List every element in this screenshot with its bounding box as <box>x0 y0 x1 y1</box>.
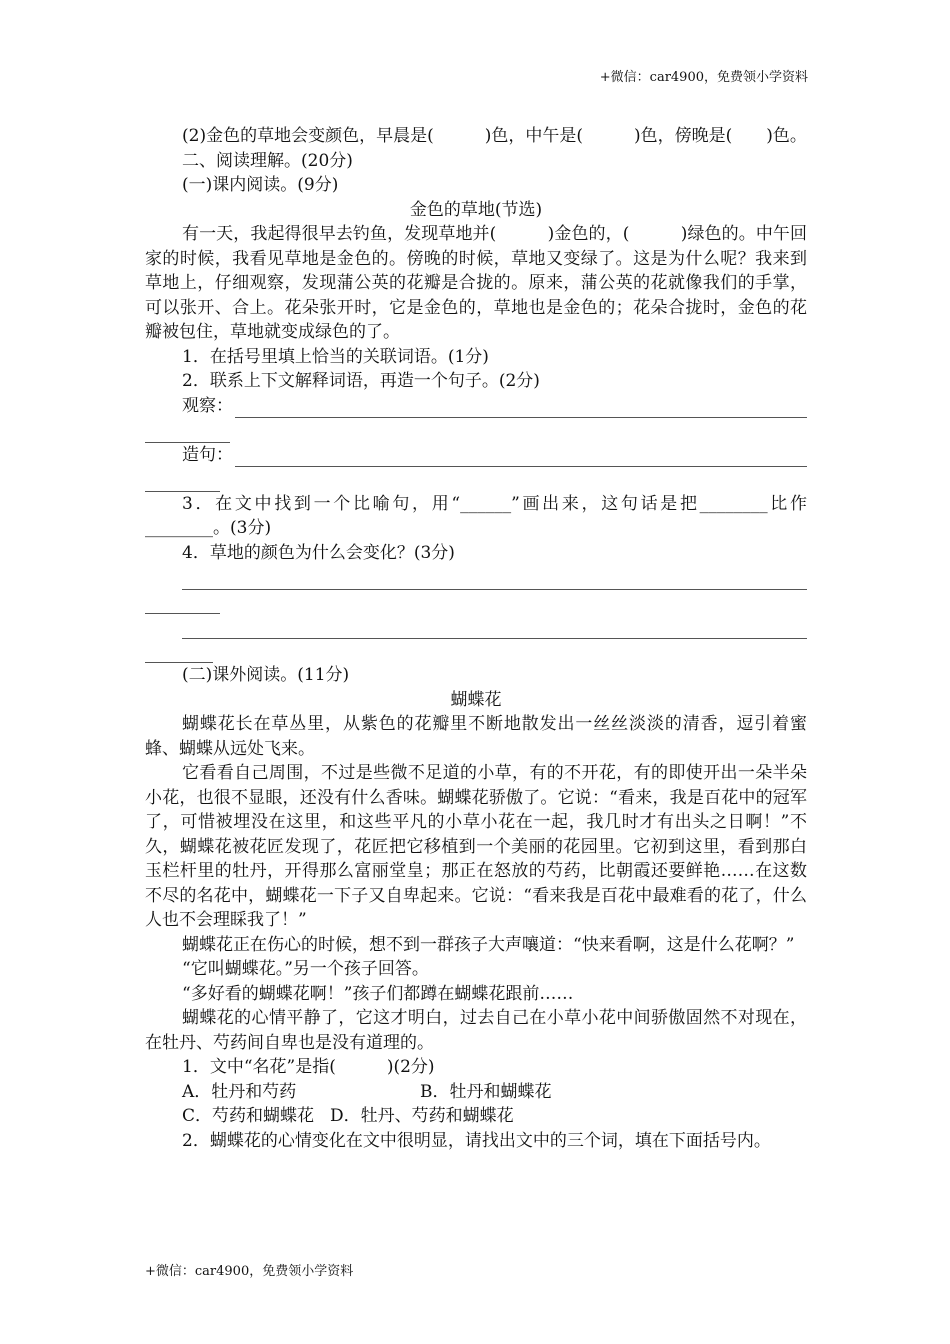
q4-answer-row-2b <box>145 639 807 664</box>
q4-answer-row-2 <box>145 614 807 639</box>
header-note: +微信：car4900，免费领小学资料 <box>599 70 808 85</box>
passage-2-paragraph-5: “多好看的蝴蝶花啊！”孩子们都蹲在蝴蝶花跟前…… <box>182 983 574 1004</box>
observe-answer-line[interactable] <box>235 401 807 418</box>
passage-1-title: 金色的草地(节选) <box>409 199 543 220</box>
sentence-answer-row-2 <box>145 467 807 492</box>
part1-question-2: 2．联系上下文解释词语，再造一个句子。(2分) <box>182 371 540 391</box>
sentence-answer-line[interactable] <box>235 450 807 467</box>
observe-answer-row-2 <box>145 418 807 443</box>
option-b[interactable]: B．牡丹和蝴蝶花 <box>420 1081 552 1102</box>
sentence-label: 造句： <box>182 444 233 465</box>
q4-answer-row-1 <box>145 565 807 590</box>
options-row-1 <box>145 1080 807 1105</box>
part-2-title: (二)课外阅读。(11分) <box>182 665 350 685</box>
passage-2-paragraph-1: 蝴蝶花长在草丛里，从紫色的花瓣里不断地散发出一丝丝淡淡的清香，逗引着蜜蜂、蝴蝶从远处飞来。 <box>145 714 807 759</box>
question-2-color-change: (2)金色的草地会变颜色，早晨是( )色，中午是( )色，傍晚是( )色。 <box>182 126 807 146</box>
part-1-title: (一)课内阅读。(9分) <box>182 175 339 195</box>
passage-1-text: 有一天，我起得很早去钓鱼，发现草地并( )金色的，( )绿色的。中午回家的时候，我看见草地是金色的。傍晚的时候，草地又变绿了。这是为什么呢？我来到草地上，仔细观察，发现蒲公英的花瓣是合拢的。原来，蒲公英的花就像我们的手掌，可以张开、合上。花朵张开时，它是金色的，草地也是金色的；花朵合拢时，金色的花瓣被包住，草地就变成绿色的了。 <box>145 224 807 342</box>
worksheet-content <box>145 124 807 1153</box>
passage-2-title: 蝴蝶花 <box>450 689 502 710</box>
option-a[interactable]: A．牡丹和芍药 <box>182 1081 297 1102</box>
q4-answer-line-1[interactable] <box>182 573 807 590</box>
part1-question-1: 1．在括号里填上恰当的关联词语。(1分) <box>182 346 489 367</box>
passage-2-paragraph-3: 蝴蝶花正在伤心的时候，想不到一群孩子大声嚷道：“快来看啊，这是什么花啊？” <box>182 934 795 955</box>
part2-question-1: 1．文中“名花”是指( )(2分) <box>182 1057 435 1077</box>
footer-note: +微信：car4900，免费领小学资料 <box>145 1264 354 1279</box>
observe-answer-row <box>145 394 807 419</box>
option-c[interactable]: C．芍药和蝴蝶花 <box>182 1106 315 1126</box>
sentence-answer-line-2[interactable] <box>145 475 220 492</box>
options-row-2 <box>145 1104 807 1129</box>
observe-label: 观察： <box>182 395 233 416</box>
q4-answer-line-2[interactable] <box>182 622 807 639</box>
observe-answer-line-2[interactable] <box>145 426 230 443</box>
q4-answer-row-1b <box>145 590 807 615</box>
part1-question-4: 4．草地的颜色为什么会变化？(3分) <box>182 542 455 563</box>
passage-2-paragraph-6: 蝴蝶花的心情平静了，它这才明白，过去自己在小草小花中间骄傲固然不对现在，在牡丹、芍药间自卑也是没有道理的。 <box>145 1008 807 1053</box>
passage-2-paragraph-2: 它看看自己周围，不过是些微不足道的小草，有的不开花，有的即使开出一朵半朵小花，也很不显眼，还没有什么香味。蝴蝶花骄傲了。它说：“看来，我是百花中的冠军了，可惜被埋没在这里，和这些平凡的小草小花在一起，我几时才有出头之日啊！”不久，蝴蝶花被花匠发现了，花匠把它移植到一个美丽的花园里。它初到这里，看到那白玉栏杆里的牡丹，开得那么富丽堂皇；那正在怒放的芍药，比朝霞还要鲜艳……在这数不尽的名花中，蝴蝶花一下子又自卑起来。它说：“看来我是百花中最难看的花了，什么人也不会理睬我了！” <box>145 763 807 930</box>
part2-question-2: 2．蝴蝶花的心情变化在文中很明显，请找出文中的三个词，填在下面括号内。 <box>182 1130 771 1151</box>
part1-question-3: 3．在文中找到一个比喻句，用“______”画出来，这句话是把________比作________。(3分) <box>145 493 807 538</box>
q4-answer-line-1b[interactable] <box>145 597 220 614</box>
section-2-title: 二、阅读理解。(20分) <box>182 150 353 171</box>
q4-answer-line-2b[interactable] <box>145 646 213 663</box>
option-d[interactable]: D．牡丹、芍药和蝴蝶花 <box>330 1106 514 1126</box>
passage-2-paragraph-4: “它叫蝴蝶花。”另一个孩子回答。 <box>182 959 429 979</box>
sentence-answer-row <box>145 443 807 468</box>
